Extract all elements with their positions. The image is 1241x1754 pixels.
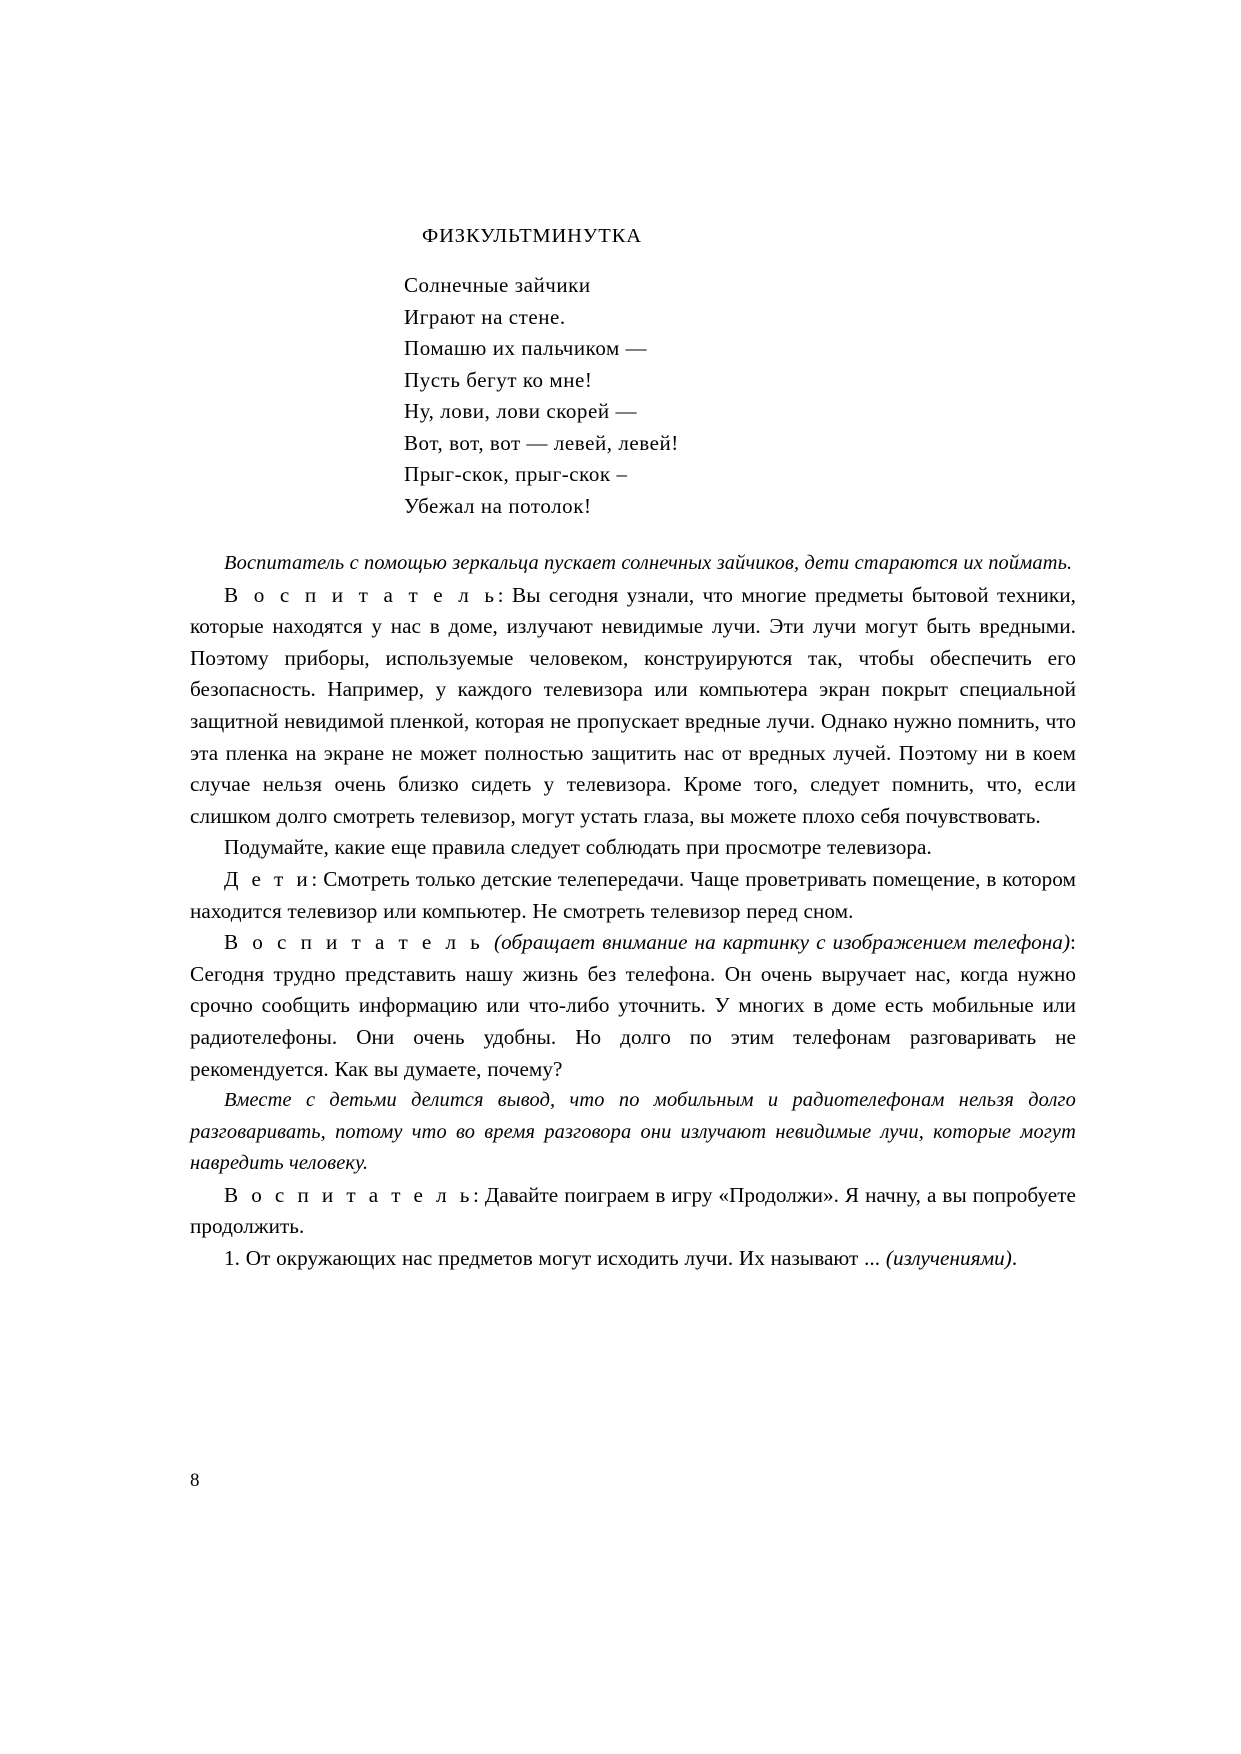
dialogue-paragraph [190,832,1076,864]
poem-heading: ФИЗКУЛЬТМИНУТКА [422,225,642,247]
dialogue-text: Подумайте, какие еще правила следует соблюдать при просмотре телевизора. [224,835,932,860]
speaker-label: Д е т и [224,866,312,891]
dialogue-paragraph [190,864,1076,927]
dialogue-text: : Давайте поиграем в игру «Продолжи». Я начну, а вы попробуете продолжить. [190,1182,1076,1239]
stage-direction-text: Вместе с детьми делится вывод, что по мобильным и радиотелефонам нельзя долго разговаривать, потому что во время разговора они излучают невидимые лучи, которые могут навредить человеку. [190,1089,1076,1175]
poem-line: Ну, лови, лови скорей — [404,399,637,423]
dialogue-paragraph [190,1180,1076,1243]
game-item [190,1243,1076,1275]
poem-line: Пусть бегут ко мне! [404,367,593,392]
dialogue-text: : Вы сегодня узнали, что многие предметы бытовой техники, которые находятся у нас в доме, излучают невидимые лучи. Эти лучи могут быть вредными. Поэтому приборы, используемые человеком, конструируются так, чтобы обеспечить его безопасность. Например, у каждого телевизора или компьютера экран покрыт специальной защитной невидимой пленкой, которая не пропускает вредные лучи. Однако нужно помнить, что эта пленка на экране не может полностью защитить нас от вредных лучей. Поэтому ни в коем случае нельзя очень близко сидеть у телевизора. Кроме того, следует помнить, что, если слишком долго смотреть телевизор, могут устать глаза, вы можете плохо себя почувствовать. [190,582,1076,828]
poem-line: Убежал на потолок! [404,493,592,518]
stage-direction-text: Воспитатель с помощью зеркальца пускает солнечных зайчиков, дети стараются их поймать. [224,552,1073,574]
page-content [190,225,1076,1275]
poem-line: Вот, вот, вот — левей, левей! [404,430,679,455]
game-item-answer: (излучениями) [885,1246,1012,1271]
page-number: 8 [190,1470,200,1491]
poem-line: Солнечные зайчики [404,273,591,297]
dialogue-text: : Смотреть только детские телепередачи. Чаще проветривать помещение, в котором находится телевизор или компьютер. Не смотреть телевизор перед сном. [190,866,1077,923]
dialogue-paragraph [190,580,1076,833]
poem-line: Прыг-скок, прыг-скок – [404,462,628,486]
speaker-label: В о с п и т а т е л ь [224,582,498,607]
inline-stage-direction: (обращает внимание на картинку с изображением телефона) [494,930,1071,955]
poem-line: Играют на стене. [404,304,566,329]
stage-direction [190,1085,1076,1180]
speaker-label: В о с п и т а т е л ь [224,930,494,955]
dialogue-paragraph [190,927,1076,1085]
poem-verse-block [190,270,1076,522]
speaker-label: В о с п и т а т е л ь [224,1182,474,1207]
poem-line: Помашю их пальчиком — [404,336,648,360]
game-item-tail: . [1011,1246,1018,1271]
dialogue-text: : Сегодня трудно представить нашу жизнь без телефона. Он очень выручает нас, когда нужно срочно сообщить информацию или что-либо уточнить. У многих в доме есть мобильные или радиотелефоны. Они очень удобны. Но долго по этим телефонам разговаривать не рекомендуется. Как вы думаете, почему? [190,930,1076,1081]
stage-direction [190,548,1076,580]
game-item-text: 1. От окружающих нас предметов могут исходить лучи. Их называют ... [224,1246,886,1271]
